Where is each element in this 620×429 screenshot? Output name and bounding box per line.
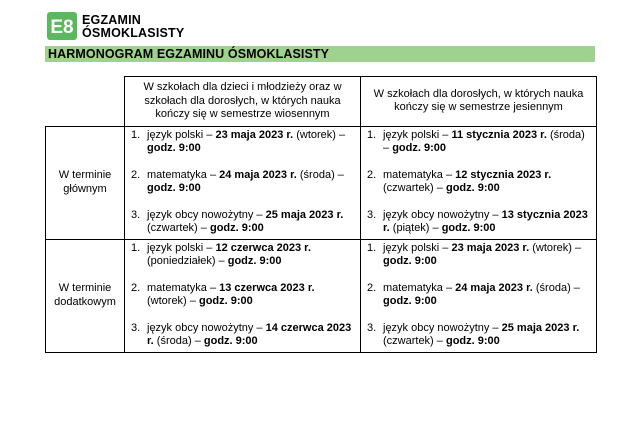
exam-item: [125, 282, 360, 309]
exam-date: 24 maja 2023 r.: [219, 168, 297, 181]
item-text: [147, 209, 360, 236]
item-text: [147, 129, 360, 156]
exam-time: godz. 9:00: [383, 295, 437, 307]
header-row: [46, 77, 597, 127]
exam-date: 13 czerwca 2023 r.: [219, 281, 315, 294]
exam-date: 11 stycznia 2023 r.: [451, 128, 547, 141]
exam-subject: język obcy nowożytny –: [147, 321, 266, 334]
exam-item: [125, 209, 360, 236]
item-text: [383, 282, 596, 309]
exam-list: [125, 127, 360, 239]
exam-time: godz. 9:00: [445, 182, 500, 194]
exam-item: [361, 129, 596, 156]
exam-date: 25 maja 2023 r.: [265, 208, 344, 221]
logo-mark-text: E8: [50, 17, 74, 38]
exam-subject: język polski –: [147, 128, 216, 141]
exam-time: godz. 9:00: [227, 255, 282, 267]
item-text: [383, 129, 596, 156]
cell-additional-autumn: [361, 239, 597, 352]
exam-time: godz. 9:00: [383, 255, 437, 267]
row-additional-term: [46, 239, 597, 352]
item-text: [147, 242, 360, 269]
exam-list: [361, 240, 596, 352]
item-text: [383, 242, 596, 269]
logo-line-2: ÓSMOKLASISTY: [82, 26, 185, 40]
exam-subject: język obcy nowożytny –: [147, 208, 266, 221]
exam-time: godz. 9:00: [203, 335, 258, 347]
item-number: 1.: [131, 241, 141, 254]
item-text: [147, 169, 360, 196]
exam-date: 12 stycznia 2023 r.: [455, 168, 552, 181]
exam-day: (czwartek) –: [147, 222, 210, 234]
logo-text: [82, 14, 184, 40]
exam-subject: matematyka –: [147, 168, 220, 181]
exam-date: 25 maja 2023 r.: [501, 321, 580, 334]
exam-item: [361, 282, 596, 309]
exam-day: (czwartek) –: [383, 182, 446, 194]
corner-cell: [46, 77, 125, 127]
row-main-term: [46, 126, 597, 239]
exam-time: godz. 9:00: [198, 295, 253, 307]
exam-subject: język obcy nowożytny –: [383, 208, 502, 221]
item-text: [383, 209, 596, 236]
exam-item: [361, 169, 596, 196]
exam-time: godz. 9:00: [209, 222, 264, 234]
exam-subject: matematyka –: [383, 168, 456, 181]
item-number: 3.: [367, 321, 377, 334]
exam-day: (wtorek) –: [529, 241, 582, 254]
e8-logo-mark-icon: [47, 12, 77, 40]
item-number: 1.: [131, 128, 141, 141]
exam-date: 24 maja 2023 r.: [455, 281, 533, 294]
exam-subject: matematyka –: [383, 281, 456, 294]
exam-time: godz. 9:00: [441, 222, 496, 234]
exam-list: [125, 240, 360, 352]
exam-item: [125, 242, 360, 269]
exam-subject: matematyka –: [147, 281, 220, 294]
exam-day: (środa) –: [383, 128, 585, 154]
exam-time: godz. 9:00: [392, 142, 446, 154]
exam-day: (wtorek) –: [293, 128, 346, 141]
item-number: 2.: [131, 281, 141, 294]
page-title: HARMONOGRAM EGZAMINU ÓSMOKLASISTY: [48, 47, 330, 61]
item-text: [383, 169, 596, 196]
row-label-additional: W terminie dodatkowym: [46, 239, 125, 352]
exam-day: (środa) –: [296, 168, 344, 181]
exam-day: (środa) –: [153, 335, 204, 347]
exam-day: (czwartek) –: [383, 335, 446, 347]
schedule-table: [45, 76, 597, 353]
exam-time: godz. 9:00: [147, 182, 201, 194]
item-number: 1.: [367, 128, 377, 141]
exam-day: (piątek) –: [389, 222, 442, 234]
item-number: 2.: [131, 168, 141, 181]
exam-day: (poniedziałek) –: [147, 255, 228, 267]
exam-time: godz. 9:00: [147, 142, 201, 154]
cell-additional-spring: [125, 239, 361, 352]
exam-item: [125, 322, 360, 349]
column-header-spring: W szkołach dla dzieci i młodzieży oraz w szkołach dla dorosłych, w których nauka kończy się w semestrze wiosennym: [125, 77, 361, 127]
logo-line-1: EGZAMIN: [82, 13, 142, 27]
exam-item: [361, 322, 596, 349]
item-number: 2.: [367, 168, 377, 181]
cell-main-spring: [125, 126, 361, 239]
row-label-main: W terminie głównym: [46, 126, 125, 239]
exam-subject: język obcy nowożytny –: [383, 321, 502, 334]
exam-subject: język polski –: [383, 241, 452, 254]
item-number: 3.: [131, 321, 141, 334]
item-number: 2.: [367, 281, 377, 294]
exam-time: godz. 9:00: [445, 335, 500, 347]
item-number: 1.: [367, 241, 377, 254]
exam-item: [125, 169, 360, 196]
exam-day: (środa) –: [532, 281, 580, 294]
title-bar: [45, 46, 595, 62]
item-text: [147, 282, 360, 309]
exam-subject: język polski –: [147, 241, 216, 254]
exam-item: [361, 209, 596, 236]
item-text: [147, 322, 360, 349]
exam-date: 13 stycznia 2023 r.: [383, 208, 588, 234]
exam-subject: język polski –: [383, 128, 452, 141]
exam-date: 23 maja 2023 r.: [215, 128, 294, 141]
exam-date: 23 maja 2023 r.: [451, 241, 530, 254]
item-text: [383, 322, 596, 349]
item-number: 3.: [131, 208, 141, 221]
exam-list: [361, 127, 596, 239]
exam-item: [361, 242, 596, 269]
exam-item: [125, 129, 360, 156]
item-number: 3.: [367, 208, 377, 221]
exam-date: 14 czerwca 2023 r.: [147, 321, 352, 347]
cell-main-autumn: [361, 126, 597, 239]
exam-date: 12 czerwca 2023 r.: [215, 241, 311, 254]
exam-day: (wtorek) –: [147, 295, 199, 307]
column-header-autumn: W szkołach dla dorosłych, w których nauka kończy się w semestrze jesiennym: [361, 77, 597, 127]
